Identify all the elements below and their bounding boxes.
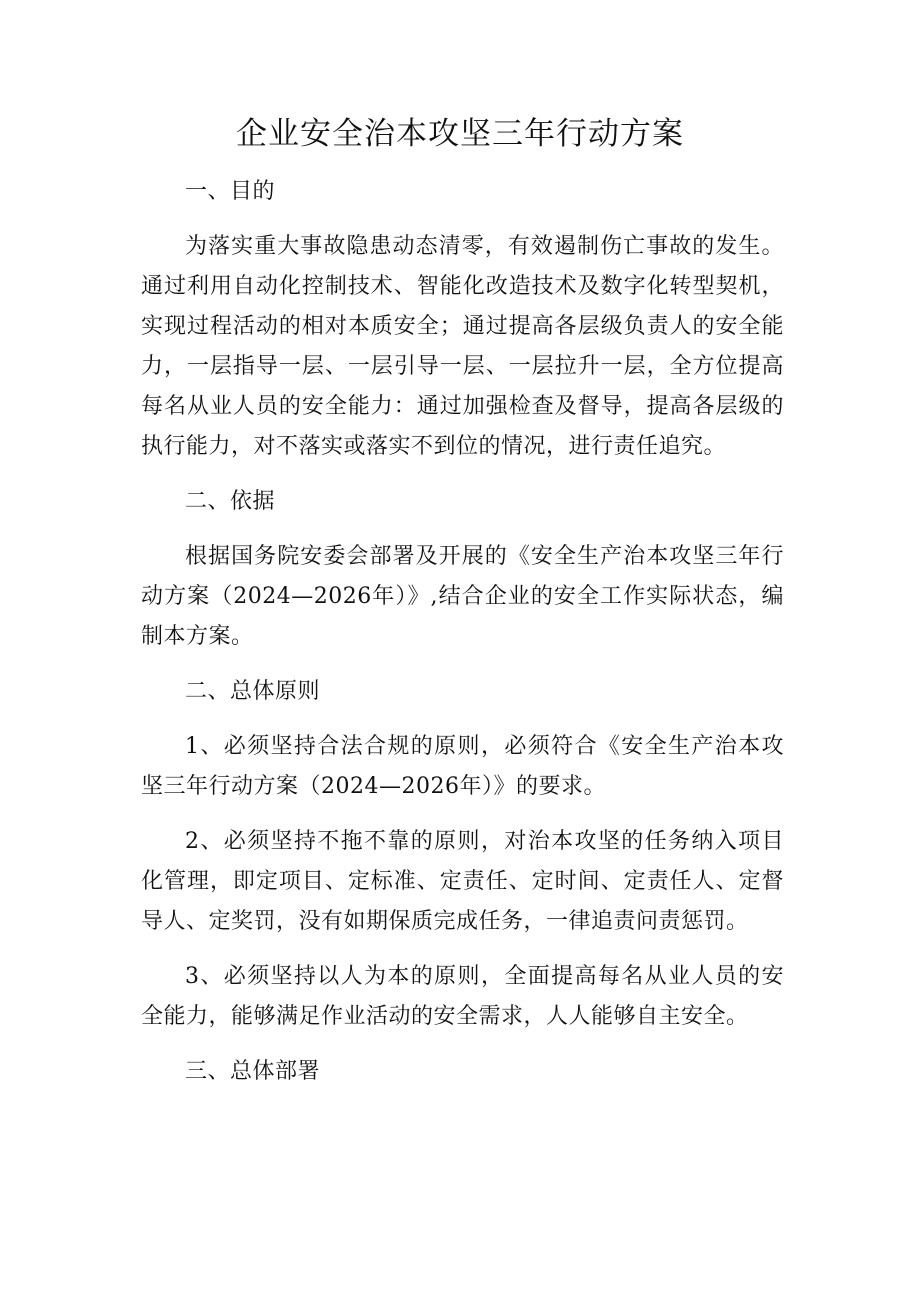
paragraph-basis: 根据国务院安委会部署及开展的《安全生产治本攻坚三年行动方案（2024—2026年）》,结合企业的安全工作实际状态，编制本方案。	[141, 544, 784, 649]
paragraph-purpose: 为落实重大事故隐患动态清零，有效遏制伤亡事故的发生。通过利用自动化控制技术、智能化改造技术及数字化转型契机，实现过程活动的相对本质安全；通过提高各层级负责人的安全能力，一层指导一层、一层引导一层、一层拉升一层，全方位提高每名从业人员的安全能力：通过加强检查及督导，提高各层级的执行能力，对不落实或落实不到位的情况，进行责任追究。	[141, 234, 784, 459]
section-heading-purpose: 一、目的	[185, 179, 276, 204]
section-heading-principles: 二、总体原则	[185, 679, 321, 704]
section-heading-deployment: 三、总体部署	[185, 1059, 321, 1084]
section-heading-basis: 二、依据	[185, 489, 276, 514]
document-title: 企业安全治本攻坚三年行动方案	[236, 116, 684, 152]
paragraph-principle-3: 3、必须坚持以人为本的原则，全面提高每名从业人员的安全能力，能够满足作业活动的安全需求，人人能够自主安全。	[141, 964, 784, 1029]
paragraph-principle-2: 2、必须坚持不拖不靠的原则，对治本攻坚的任务纳入项目化管理，即定项目、定标准、定责任、定时间、定责任人、定督导人、定奖罚，没有如期保质完成任务，一律追责问责惩罚。	[141, 829, 784, 934]
paragraph-principle-1: 1、必须坚持合法合规的原则，必须符合《安全生产治本攻坚三年行动方案（2024—2026年）》的要求。	[141, 734, 784, 799]
document-body	[141, 172, 784, 1107]
